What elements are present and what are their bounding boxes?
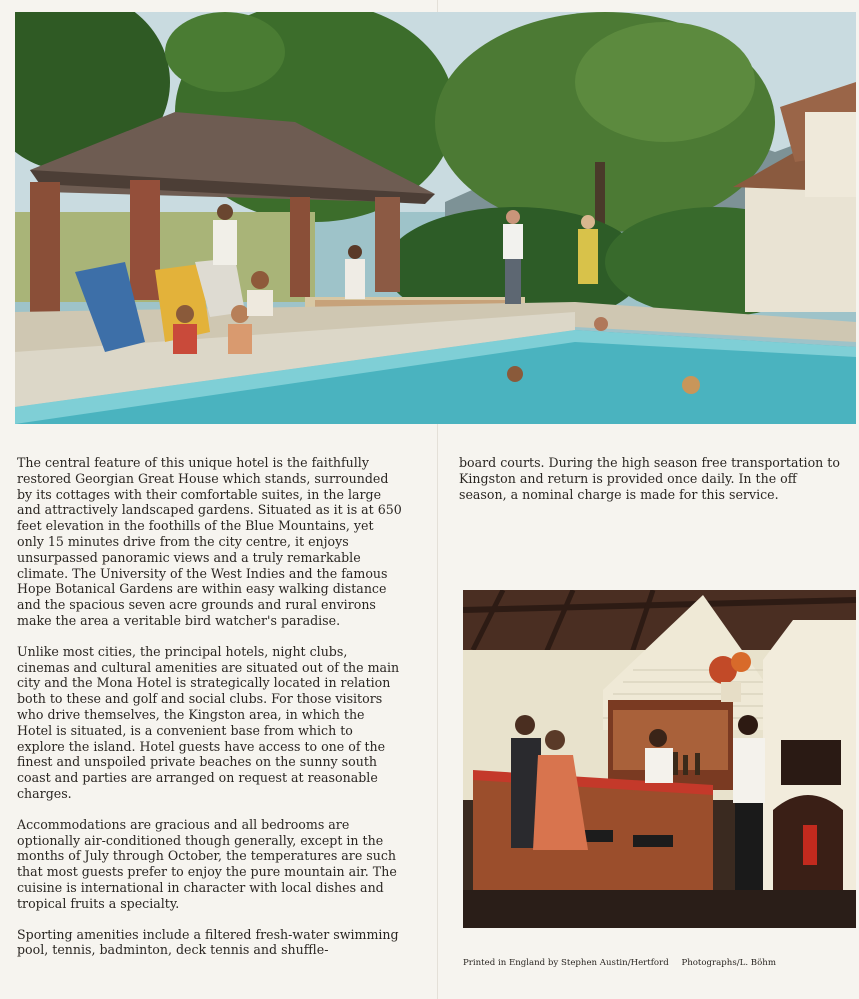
- paragraph-sporting-amenities: Sporting amenities include a filtered fresh-water swimming pool, tennis, badminton, deck tennis and shuffle-: [17, 926, 399, 958]
- bar-interior-photo: [463, 590, 856, 928]
- paragraph-transportation: board courts. During the high season free transportation to Kingston and return is provided once daily. In the off season, a nominal charge is made for this service.: [459, 455, 840, 502]
- right-text-column: [459, 455, 843, 517]
- left-text-column: [17, 455, 402, 973]
- bar-interior-illustration: [463, 590, 856, 928]
- paragraph-accommodations: Accommodations are gracious and all bedrooms are optionally air-conditioned though generally, except in the months of July through October, the temperatures are such that most guests prefer to enjoy the pure mountain air. The cuisine is international in character with local dishes and tropical fruits a specialty.: [17, 816, 397, 911]
- print-credits: [463, 958, 856, 968]
- paragraph-location: Unlike most cities, the principal hotels, night clubs, cinemas and cultural amenities are situated out of the main city and the Mona Hotel is strategically located in relation both to these and golf and social clubs. For those visitors who drive themselves, the Kingston area, in which the Hotel is situated, is a convenient base from which to explore the island. Hotel guests have access to one of the finest and unspoiled private beaches on the sunny south coast and parties are arranged on request at reasonable charges.: [17, 643, 400, 801]
- paragraph-great-house: The central feature of this unique hotel is the faithfully restored Georgian Great House which stands, surrounded by its cottages with their comfortable suites, in the large and attractively landscaped gardens. Situated as it is at 650 feet elevation in the foothills of the Blue Mountains, yet only 15 minutes drive from the city centre, it enjoys unsurpassed panoramic views and a truly remarkable climate. The University of the West Indies and the famous Hope Botanical Gardens are within easy walking distance and the spacious seven acre grounds and rural environs make the area a veritable bird watcher's paradise.: [17, 455, 402, 628]
- printer-credit: Printed in England by Stephen Austin/Hertford: [463, 958, 669, 968]
- pool-scene-photo: [15, 12, 856, 424]
- pool-scene-illustration: [15, 12, 856, 424]
- photographer-credit: Photographs/L. Böhm: [681, 958, 776, 968]
